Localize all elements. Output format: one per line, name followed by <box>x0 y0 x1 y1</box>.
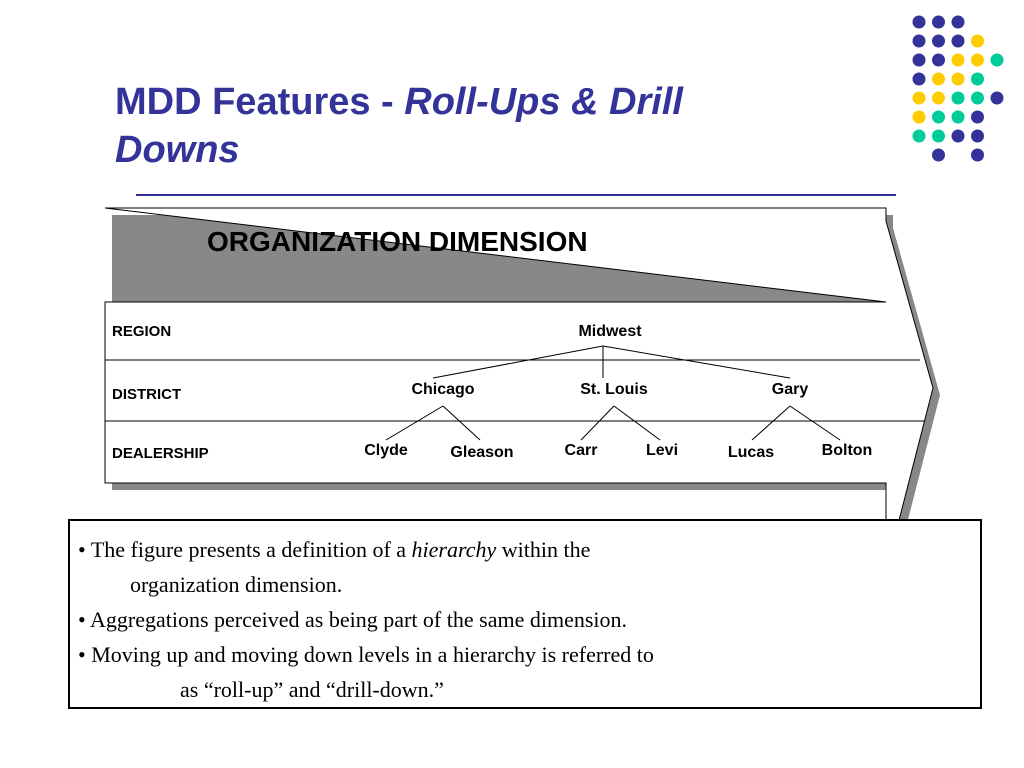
dealership-node-levi: Levi <box>645 442 679 459</box>
district-node-chicago: Chicago <box>411 381 475 398</box>
bullet-item-3-continuation: as “roll-up” and “drill-down.” <box>180 677 444 702</box>
bullet-text-box <box>68 519 982 709</box>
dealership-node-lucas: Lucas <box>727 444 775 461</box>
title-plain-text: MDD Features - <box>115 81 405 123</box>
dealership-node-carr: Carr <box>564 442 598 459</box>
bullet-item-1: • The figure presents a definition of a hierarchy within the <box>78 537 591 562</box>
bullet-glyph: • <box>78 537 91 562</box>
level-label-dealership: DEALERSHIP <box>112 445 209 462</box>
bullet-item-2: • Aggregations perceived as being part of the same dimension. <box>78 607 628 632</box>
district-node-st-louis: St. Louis <box>580 381 648 398</box>
bullet-item-1-continuation: organization dimension. <box>130 572 343 597</box>
title-italic-text-line2: Downs <box>115 129 240 171</box>
bullet-glyph: • <box>78 642 92 667</box>
region-node-midwest: Midwest <box>578 323 642 340</box>
dimension-title: ORGANIZATION DIMENSION <box>207 226 588 257</box>
title-italic-text-line1: Roll-Ups & Drill <box>404 81 683 123</box>
dealership-node-clyde: Clyde <box>364 442 408 459</box>
bullet-glyph: • <box>78 607 90 632</box>
dealership-node-gleason: Gleason <box>450 444 514 461</box>
district-node-gary: Gary <box>771 381 809 398</box>
hierarchy-emphasis: hierarchy <box>411 537 497 562</box>
dealership-node-bolton: Bolton <box>821 442 873 459</box>
bullet-item-3: • Moving up and moving down levels in a hierarchy is referred to <box>78 642 654 667</box>
level-label-region: REGION <box>112 323 172 340</box>
level-label-district: DISTRICT <box>112 386 182 403</box>
